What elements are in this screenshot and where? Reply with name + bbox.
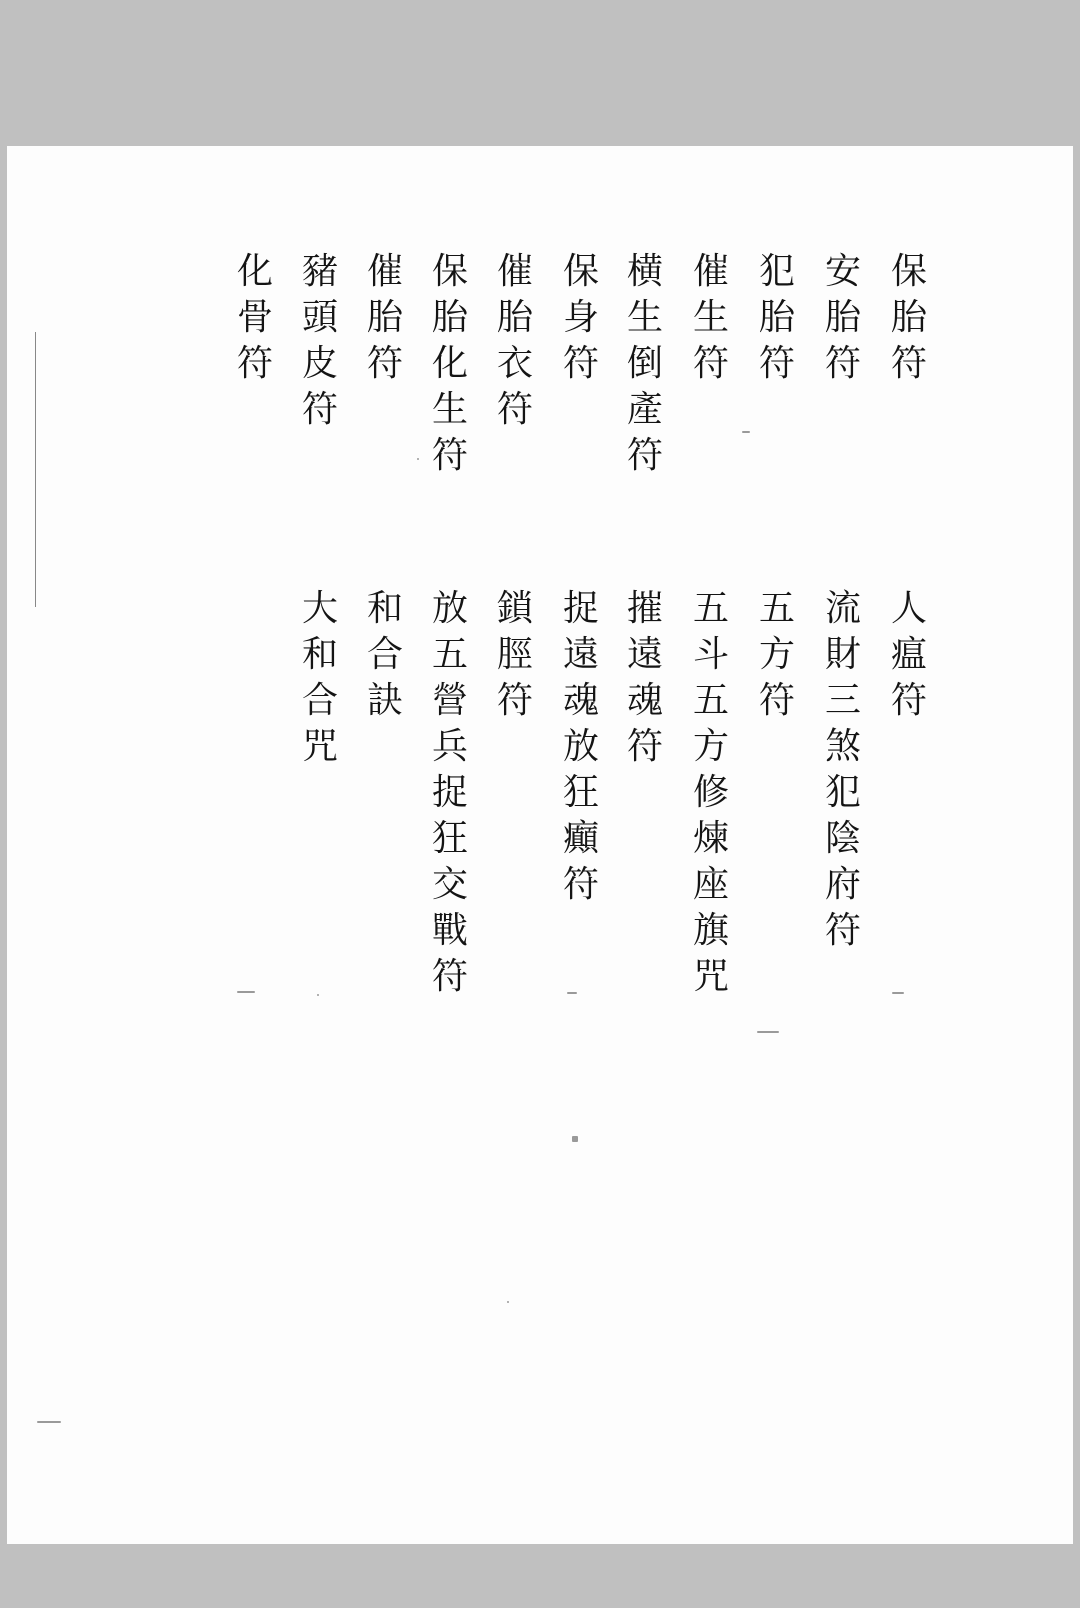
upper-column-5: 横 生 倒 產 符 xyxy=(626,251,663,476)
scan-speck xyxy=(742,431,750,433)
lower-column-5: 摧 遠 魂 符 xyxy=(626,588,663,767)
lower-column-1: 人 瘟 符 xyxy=(890,588,927,721)
scan-speck xyxy=(572,1136,578,1142)
lower-column-8: 放 五 營 兵 捉 狂 交 戰 符 xyxy=(431,588,468,997)
lower-column-4: 五 斗 五 方 修 煉 座 旗 咒 xyxy=(692,588,729,997)
lower-column-3: 五 方 符 xyxy=(758,588,795,721)
upper-column-10: 豬 頭 皮 符 xyxy=(301,251,338,430)
lower-column-6: 捉 遠 魂 放 狂 癲 符 xyxy=(562,588,599,905)
scan-speck xyxy=(892,992,904,994)
scan-speck xyxy=(567,992,577,994)
upper-column-11: 化 骨 符 xyxy=(236,251,273,384)
lower-column-9: 和 合 訣 xyxy=(366,588,403,721)
upper-column-9: 催 胎 符 xyxy=(366,251,403,384)
scan-speck xyxy=(507,1301,509,1303)
upper-column-4: 催 生 符 xyxy=(692,251,729,384)
upper-column-8: 保 胎 化 生 符 xyxy=(431,251,468,476)
scan-speck xyxy=(37,1421,61,1423)
upper-column-7: 催 胎 衣 符 xyxy=(496,251,533,430)
lower-column-7: 鎖 脛 符 xyxy=(496,588,533,721)
scan-speck xyxy=(757,1031,779,1033)
scan-speck xyxy=(417,458,419,460)
document-page xyxy=(7,146,1073,1544)
lower-column-2: 流 財 三 煞 犯 陰 府 符 xyxy=(824,588,861,951)
lower-column-10: 大 和 合 咒 xyxy=(301,588,338,767)
scan-speck xyxy=(237,991,255,993)
upper-column-6: 保 身 符 xyxy=(562,251,599,384)
scan-edge-mark xyxy=(35,332,36,607)
upper-column-1: 保 胎 符 xyxy=(890,251,927,384)
scan-speck xyxy=(317,994,319,996)
upper-column-3: 犯 胎 符 xyxy=(758,251,795,384)
upper-column-2: 安 胎 符 xyxy=(824,251,861,384)
